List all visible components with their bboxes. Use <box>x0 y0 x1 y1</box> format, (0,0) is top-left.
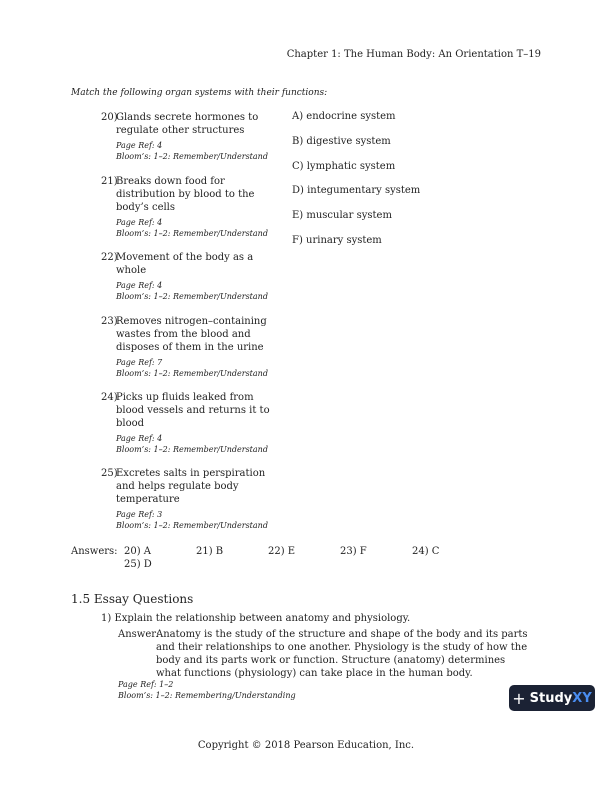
logo-text: StudyXY <box>529 690 592 706</box>
blooms-level: Bloom’s: 1–2: Remember/Understand <box>116 292 268 301</box>
question-item <box>101 391 271 455</box>
answer-item: 21) B <box>196 546 224 557</box>
blooms-level: Bloom’s: 1–2: Remembering/Understanding <box>118 691 296 700</box>
question-text: Excretes salts in perspiration and helps regulate body temperature <box>116 468 266 505</box>
plus-icon: + <box>512 688 526 708</box>
answer-item: 22) E <box>268 546 296 557</box>
question-item <box>101 251 271 302</box>
question-text: Breaks down food for distribution by blood to the body’s cells <box>116 176 255 213</box>
option-d: D) integumentary system <box>292 185 421 196</box>
option-b: B) digestive system <box>292 136 391 147</box>
page-ref: Page Ref: 7 <box>116 358 163 367</box>
answer-item: 24) C <box>412 546 440 557</box>
blooms-level: Bloom’s: 1–2: Remember/Understand <box>116 369 268 378</box>
question-text: Removes nitrogen–containing wastes from the blood and disposes of them in the urine <box>116 316 267 353</box>
page-ref: Page Ref: 4 <box>116 434 163 443</box>
question-number: 25) <box>101 468 118 479</box>
option-c: C) lymphatic system <box>292 161 396 172</box>
option-e: E) muscular system <box>292 210 392 221</box>
option-a: A) endocrine system <box>292 111 396 122</box>
question-item <box>101 467 271 531</box>
answers-label: Answers: <box>71 546 118 557</box>
studyxy-logo[interactable] <box>509 685 595 711</box>
blooms-level: Bloom’s: 1–2: Remember/Understand <box>116 229 268 238</box>
page-ref: Page Ref: 4 <box>116 281 163 290</box>
blooms-level: Bloom’s: 1–2: Remember/Understand <box>116 521 268 530</box>
question-text: Movement of the body as a whole <box>116 252 254 276</box>
page-ref: Page Ref: 1–2 <box>118 680 174 689</box>
question-item <box>101 111 271 162</box>
question-number: 22) <box>101 252 118 263</box>
copyright-footer: Copyright © 2018 Pearson Education, Inc. <box>197 740 415 751</box>
blooms-level: Bloom’s: 1–2: Remember/Understand <box>116 152 268 161</box>
page-ref: Page Ref: 3 <box>116 510 163 519</box>
question-number: 21) <box>101 176 118 187</box>
page-ref: Page Ref: 4 <box>116 141 163 150</box>
instructions: Match the following organ systems with their functions: <box>71 88 328 98</box>
question-text: Picks up fluids leaked from blood vessels and returns it to blood <box>116 392 270 429</box>
option-f: F) urinary system <box>292 235 382 246</box>
question-number: 23) <box>101 316 118 327</box>
question-number: 24) <box>101 392 118 403</box>
answer-item: 23) F <box>340 546 367 557</box>
essay-meta <box>118 679 296 701</box>
answer-text: Anatomy is the study of the structure and shape of the body and its parts and their relationships to one another. Physiology is the study of how the body and its parts work or function. Structure (anatomy) determines what functions (physiology) can take place in the human body. <box>156 629 528 679</box>
question-item <box>101 315 271 379</box>
essay-question: 1) Explain the relationship between anatomy and physiology. <box>101 613 411 624</box>
answer-item: 25) D <box>124 559 152 570</box>
answer-label: Answer: <box>118 629 160 640</box>
section-title: 1.5 Essay Questions <box>71 592 194 606</box>
page-ref: Page Ref: 4 <box>116 218 163 227</box>
answer-item: 20) A <box>124 546 152 557</box>
question-text: Glands secrete hormones to regulate other structures <box>116 112 259 136</box>
question-number: 20) <box>101 112 118 123</box>
blooms-level: Bloom’s: 1–2: Remember/Understand <box>116 445 268 454</box>
page-header: Chapter 1: The Human Body: An Orientation T–19 <box>286 49 541 60</box>
question-item <box>101 175 271 239</box>
essay-answer <box>118 628 528 680</box>
